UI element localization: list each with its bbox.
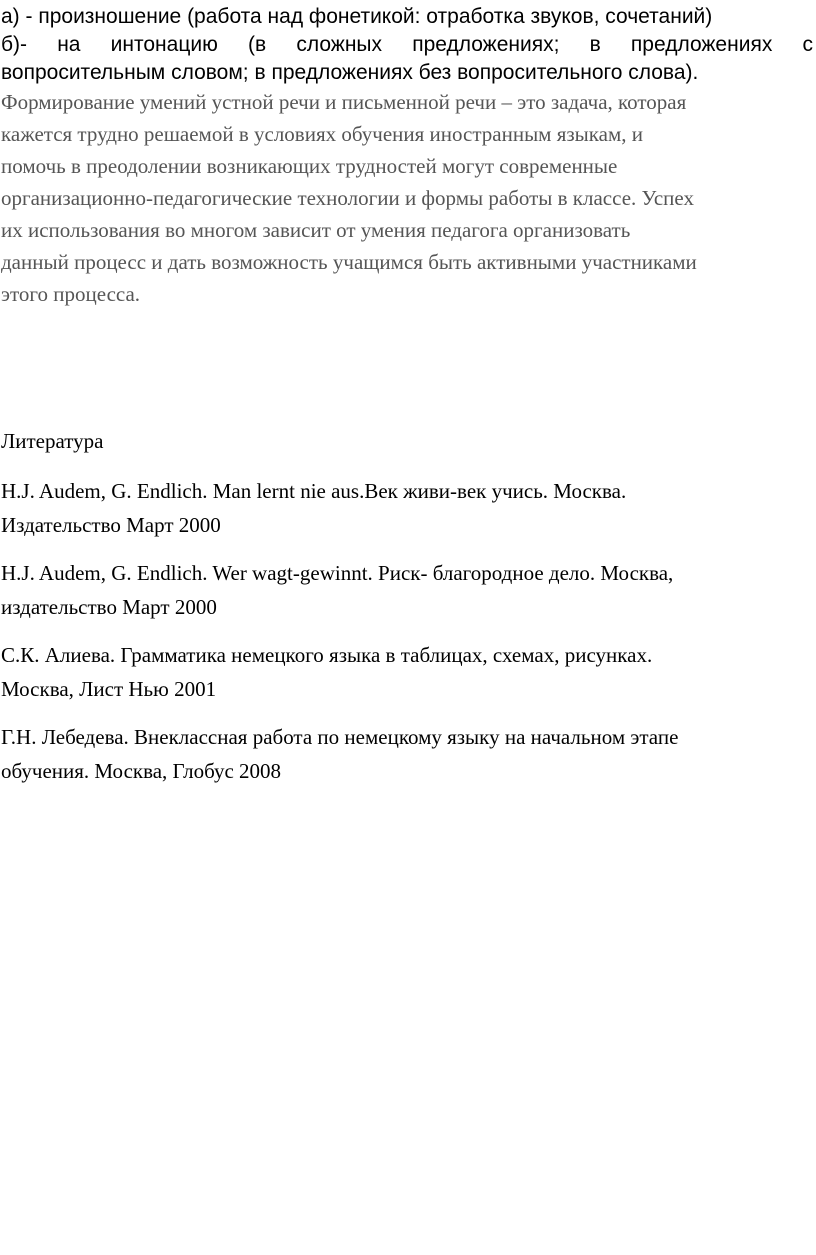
reference-item: [1, 720, 816, 788]
reference-line: издательство Март 2000: [1, 595, 217, 619]
paragraph-line: Формирование умений устной речи и письменной речи – это задача, которая: [1, 90, 687, 114]
reference-line: H.J. Audem, G. Endlich. Man lernt nie aus.Век живи-век учись. Москва.: [1, 479, 627, 503]
paragraph-line: помочь в преодолении возникающих трудностей могут современные: [1, 154, 618, 178]
paragraph-line: этого процесса.: [1, 282, 141, 306]
paragraph-line: их использования во многом зависит от умения педагога организовать: [1, 218, 631, 242]
literature-heading: Литература: [1, 429, 104, 453]
reference-line: Москва, Лист Нью 2001: [1, 677, 217, 701]
paragraph-line: организационно-педагогические технологии и формы работы в классе. Успех: [1, 186, 694, 210]
intro-line-b1: б)- на интонацию (в сложных предложениях; в предложениях с: [1, 33, 813, 56]
reference-line: Г.Н. Лебедева. Внеклассная работа по немецкому языку на начальном этапе: [1, 725, 679, 749]
reference-item: [1, 638, 816, 706]
reference-item: [1, 474, 816, 542]
reference-line: Издательство Март 2000: [1, 513, 221, 537]
reference-item: [1, 556, 816, 624]
reference-line: обучения. Москва, Глобус 2008: [1, 759, 282, 783]
body-paragraph: [1, 86, 816, 310]
paragraph-line: данный процесс и дать возможность учащимся быть активными участниками: [1, 250, 697, 274]
intro-line-b2: вопросительным словом; в предложениях без вопросительного слова).: [1, 61, 699, 84]
paragraph-line: кажется трудно решаемой в условиях обучения иностранным языкам, и: [1, 122, 644, 146]
reference-line: С.К. Алиева. Грамматика немецкого языка в таблицах, схемах, рисунках.: [1, 643, 653, 667]
intro-line-a: а) - произношение (работа над фонетикой: отработка звуков, сочетаний): [1, 5, 713, 28]
reference-line: H.J. Audem, G. Endlich. Wer wagt-gewinnt. Риск- благородное дело. Москва,: [1, 561, 674, 585]
